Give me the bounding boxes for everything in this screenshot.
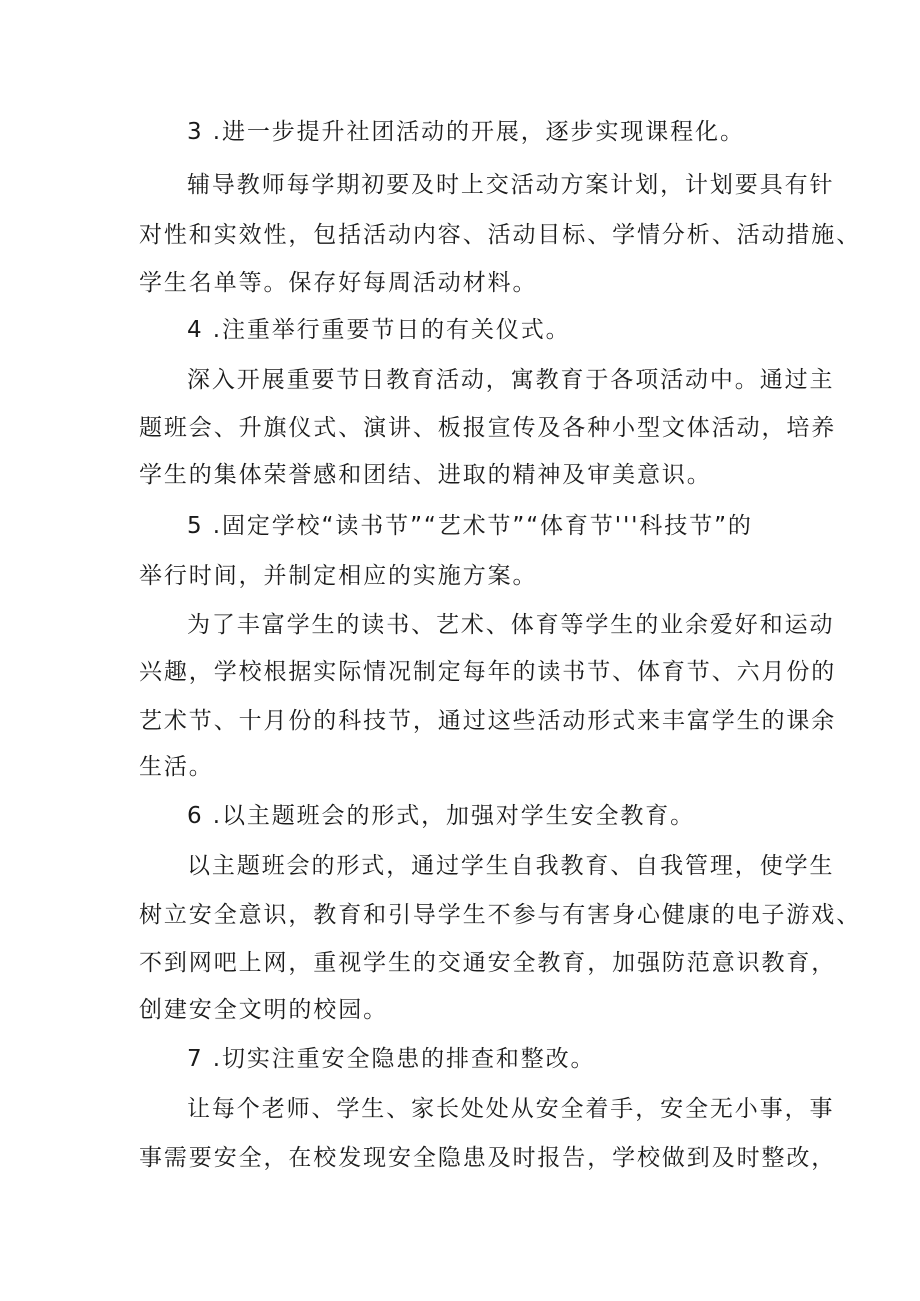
- paragraph-line: 艺术节、十月份的科技节，通过这些活动形式来丰富学生的课余: [139, 708, 837, 734]
- paragraph-line: 生活。: [139, 754, 214, 780]
- paragraph-line: 创建安全文明的校园。: [139, 997, 388, 1023]
- heading-item-4: 4 .注重举行重要节日的有关仪式。: [187, 317, 571, 343]
- heading-item-6: 6 .以主题班会的形式，加强对学生安全教育。: [187, 803, 696, 829]
- heading-item-5-continued: 举行时间，并制定相应的实施方案。: [139, 563, 538, 589]
- heading-item-5: 5 .固定学校“读书节”“艺术节”“体育节'''科技节”的: [187, 513, 753, 539]
- paragraph-line: 为了丰富学生的读书、艺术、体育等学生的业余爱好和运动: [187, 612, 835, 638]
- paragraph-line: 事需要安全，在校发现安全隐患及时报告，学校做到及时整改，: [139, 1145, 837, 1171]
- paragraph-line: 学生的集体荣誉感和团结、进取的精神及审美意识。: [139, 462, 712, 488]
- paragraph-line: 题班会、升旗仪式、演讲、板报宣传及各种小型文体活动，培养: [139, 415, 837, 441]
- paragraph-line: 以主题班会的形式，通过学生自我教育、自我管理，使学生: [187, 853, 835, 879]
- paragraph-line: 兴趣，学校根据实际情况制定每年的读书节、体育节、六月份的: [139, 659, 837, 685]
- paragraph-line: 树立安全意识，教育和引导学生不参与有害身心健康的电子游戏、: [139, 902, 862, 928]
- heading-item-7: 7 .切实注重安全隐患的排查和整改。: [187, 1046, 596, 1072]
- paragraph-line: 辅导教师每学期初要及时上交活动方案计划，计划要具有针: [187, 172, 835, 198]
- paragraph-line: 不到网吧上网，重视学生的交通安全教育，加强防范意识教育，: [139, 950, 837, 976]
- paragraph-line: 让每个老师、学生、家长处处从安全着手，安全无小事，事: [187, 1096, 835, 1122]
- heading-item-3: 3 .进一步提升社团活动的开展，逐步实现课程化。: [187, 119, 745, 145]
- paragraph-line: 对性和实效性，包括活动内容、活动目标、学情分析、活动措施、: [139, 222, 862, 248]
- paragraph-line: 学生名单等。保存好每周活动材料。: [139, 270, 538, 296]
- paragraph-line: 深入开展重要节日教育活动，寓教育于各项活动中。通过主: [187, 367, 835, 393]
